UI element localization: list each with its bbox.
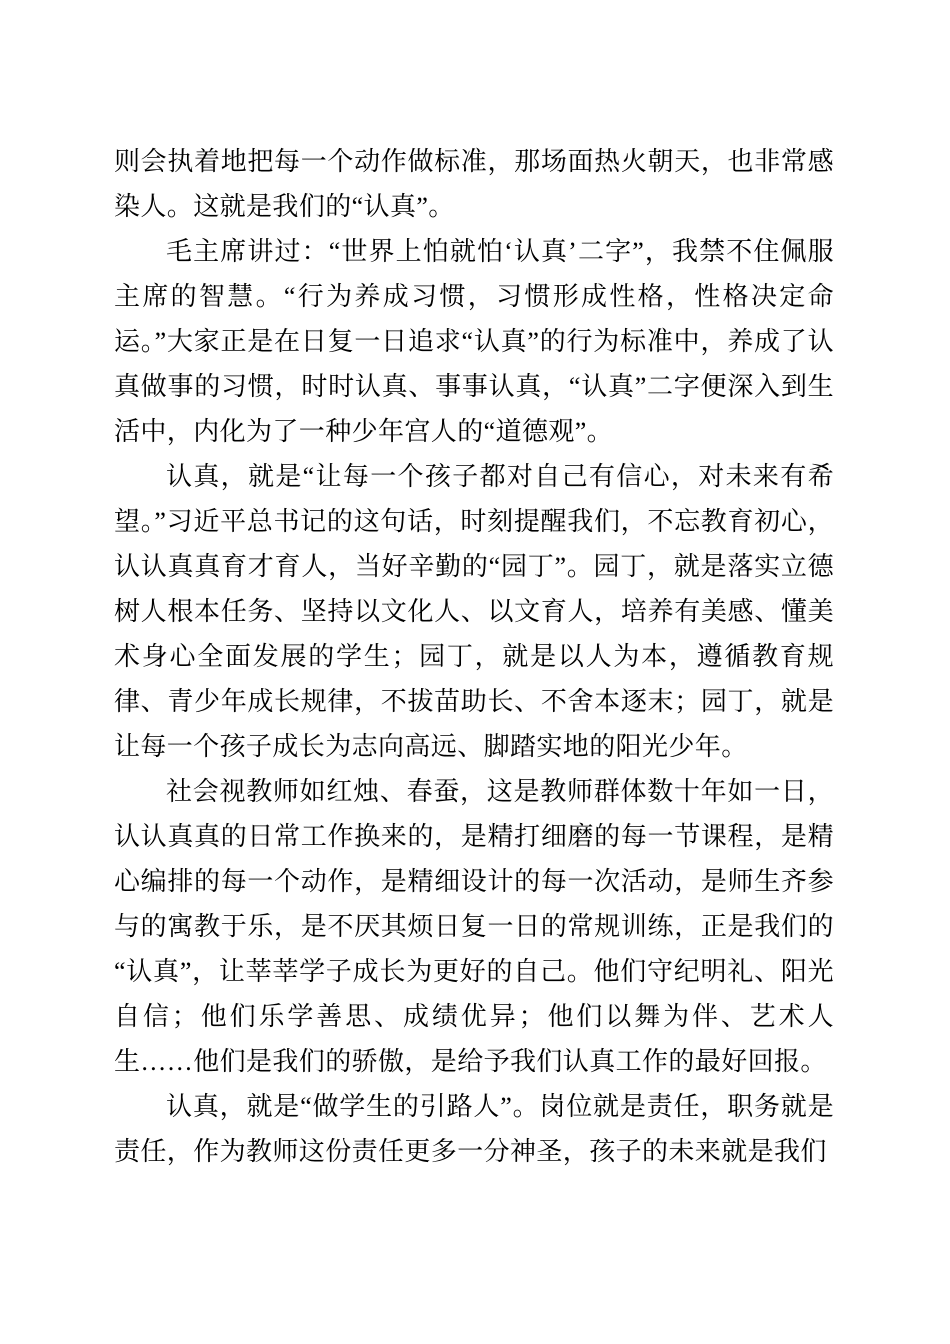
paragraph-gardener: 认真，就是“让每一个孩子都对自己有信心，对未来有希望。”习近平总书记的这句话，时刻提醒我们，不忘教育初心，认认真真育才育人，当好辛勤的“园丁”。园丁，就是落实立德树人根本任务、坚持以文化人、以文育人，培养有美感、懂美术身心全面发展的学生；园丁，就是以人为本，遵循教育规律、青少年成长规律，不拔苗助长、不舍本逐末；园丁，就是让每一个孩子成长为志向高远、脚踏实地的阳光少年。 [114, 462, 834, 761]
paragraph-mao-quote: 毛主席讲过：“世界上怕就怕‘认真’二字”，我禁不住佩服主席的智慧。“行为养成习惯，习惯形成性格，性格决定命运。”大家正是在日复一日追求“认真”的行为标准中，养成了认真做事的习惯，时时认真、事事认真，“认真”二字便深入到生活中，内化为了一种少年宫人的“道德观”。 [114, 237, 834, 446]
paragraph-guide-for-students: 认真，就是“做学生的引路人”。岗位就是责任，职务就是责任，作为教师这份责任更多一分神圣，孩子的未来就是我们 [114, 1092, 834, 1166]
paragraph-continuation: 则会执着地把每一个动作做标准，那场面热火朝天，也非常感染人。这就是我们的“认真”。 [114, 147, 834, 221]
paragraph-teachers-work: 社会视教师如红烛、春蚕，这是教师群体数十年如一日，认认真真的日常工作换来的，是精打细磨的每一节课程，是精心编排的每一个动作，是精细设计的每一次活动，是师生齐参与的寓教于乐，是不厌其烦日复一日的常规训练，正是我们的“认真”，让莘莘学子成长为更好的自己。他们守纪明礼、阳光自信；他们乐学善思、成绩优异；他们以舞为伴、艺术人生……他们是我们的骄傲，是给予我们认真工作的最好回报。 [114, 777, 834, 1076]
